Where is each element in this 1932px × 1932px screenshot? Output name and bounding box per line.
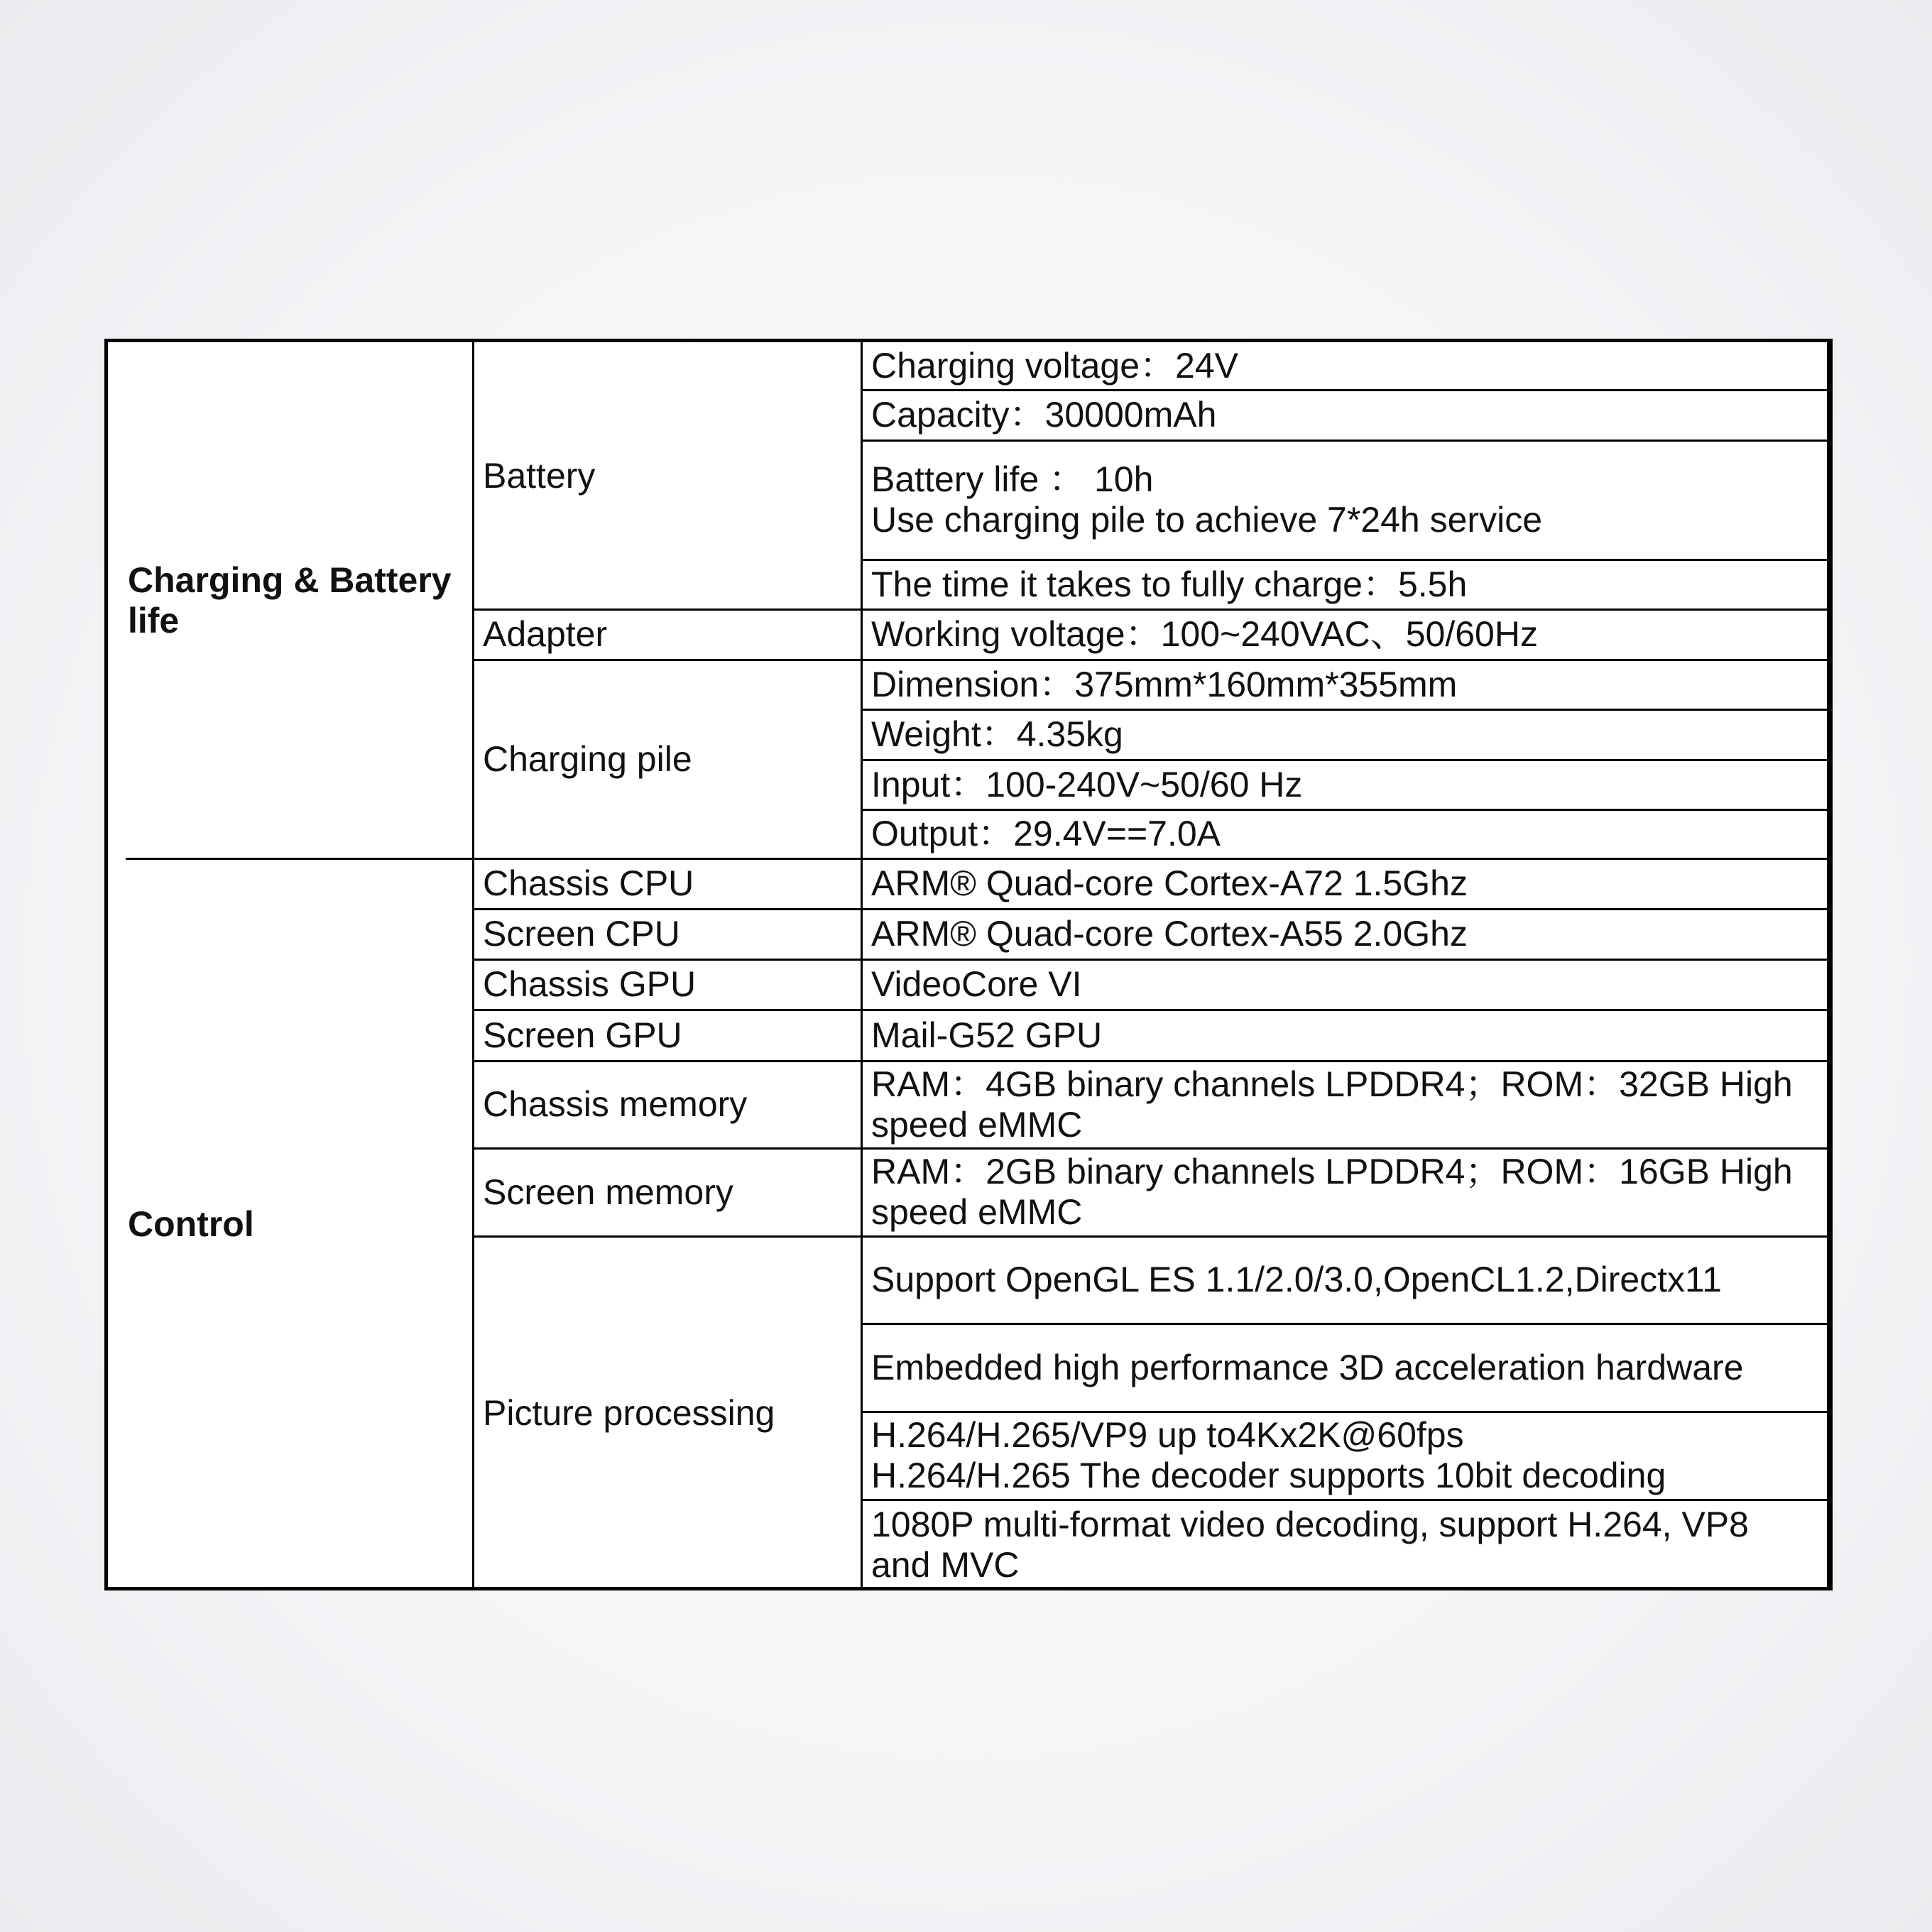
row-divider [861,608,1829,611]
row-divider [126,858,474,860]
row-divider [861,809,1829,811]
row-divider [861,1499,1829,1501]
value-charging-voltage: Charging voltage：24V [871,346,1238,386]
value-dimension: Dimension：375mm*160mm*355mm [871,664,1458,704]
category-charging-battery: Charging & Battery life [128,560,452,640]
row-divider [861,559,1829,561]
spec-table [104,339,1833,1590]
group-chassis-memory: Chassis memory [483,1084,748,1124]
value-screen-memory: RAM：2GB binary channels LPDDR4；ROM：16GB High speed eMMC [871,1152,1793,1232]
row-divider [861,1411,1829,1413]
row-divider [472,908,862,910]
value-working-voltage: Working voltage：100~240VAC、50/60Hz [871,614,1538,654]
group-screen-gpu: Screen GPU [483,1015,682,1055]
value-output: Output：29.4V==7.0A [871,814,1221,853]
column-divider [472,342,474,1590]
row-divider [472,1009,862,1011]
row-divider [861,759,1829,761]
value-opengl-support: Support OpenGL ES 1.1/2.0/3.0,OpenCL1.2,Directx11 [871,1260,1722,1299]
value-screen-gpu: Mail-G52 GPU [871,1015,1103,1055]
value-screen-cpu: ARM® Quad-core Cortex-A55 2.0Ghz [871,914,1468,954]
row-divider [861,858,1829,860]
row-divider [861,1147,1829,1150]
value-chassis-cpu: ARM® Quad-core Cortex-A72 1.5Ghz [871,863,1468,903]
value-chassis-gpu: VideoCore VI [871,964,1082,1004]
column-divider [861,342,863,1590]
category-control: Control [128,1204,254,1244]
row-divider [472,608,862,611]
column-divider [1827,342,1829,1590]
group-chassis-cpu: Chassis CPU [483,863,694,903]
group-charging-pile: Charging pile [483,738,692,779]
value-video-decoding: H.264/H.265/VP9 up to4Kx2K@60fps H.264/H.265 The decoder supports 10bit decoding [871,1415,1666,1495]
row-divider [472,1235,862,1238]
row-divider [861,1009,1829,1011]
value-input: Input：100-240V~50/60 Hz [871,764,1303,804]
group-picture-processing: Picture processing [483,1393,775,1433]
group-adapter: Adapter [483,614,608,654]
row-divider [472,659,862,661]
group-chassis-gpu: Chassis GPU [483,964,697,1004]
row-divider [861,959,1829,961]
row-divider [861,389,1829,391]
row-divider [472,1060,862,1062]
value-weight: Weight：4.35kg [871,714,1123,754]
row-divider [861,709,1829,711]
row-divider [861,659,1829,661]
group-screen-cpu: Screen CPU [483,914,680,954]
row-divider [472,1147,862,1150]
value-capacity: Capacity：30000mAh [871,395,1217,435]
row-divider [861,440,1829,442]
value-full-charge-time: The time it takes to fully charge：5.5h [871,564,1468,604]
row-divider [472,959,862,961]
row-divider [472,858,862,860]
row-divider [861,1235,1829,1238]
group-battery: Battery [483,455,596,496]
value-3d-acceleration: Embedded high performance 3D acceleration hardware [871,1347,1744,1387]
row-divider [861,908,1829,910]
group-screen-memory: Screen memory [483,1172,733,1212]
row-divider [861,1323,1829,1325]
value-chassis-memory: RAM：4GB binary channels LPDDR4；ROM：32GB High speed eMMC [871,1064,1793,1145]
value-battery-life: Battery life ： 10h Use charging pile to achieve 7*24h service [871,459,1542,540]
value-1080p-decoding: 1080P multi-format video decoding, support H.264, VP8 and MVC [871,1505,1749,1585]
row-divider [861,1060,1829,1062]
